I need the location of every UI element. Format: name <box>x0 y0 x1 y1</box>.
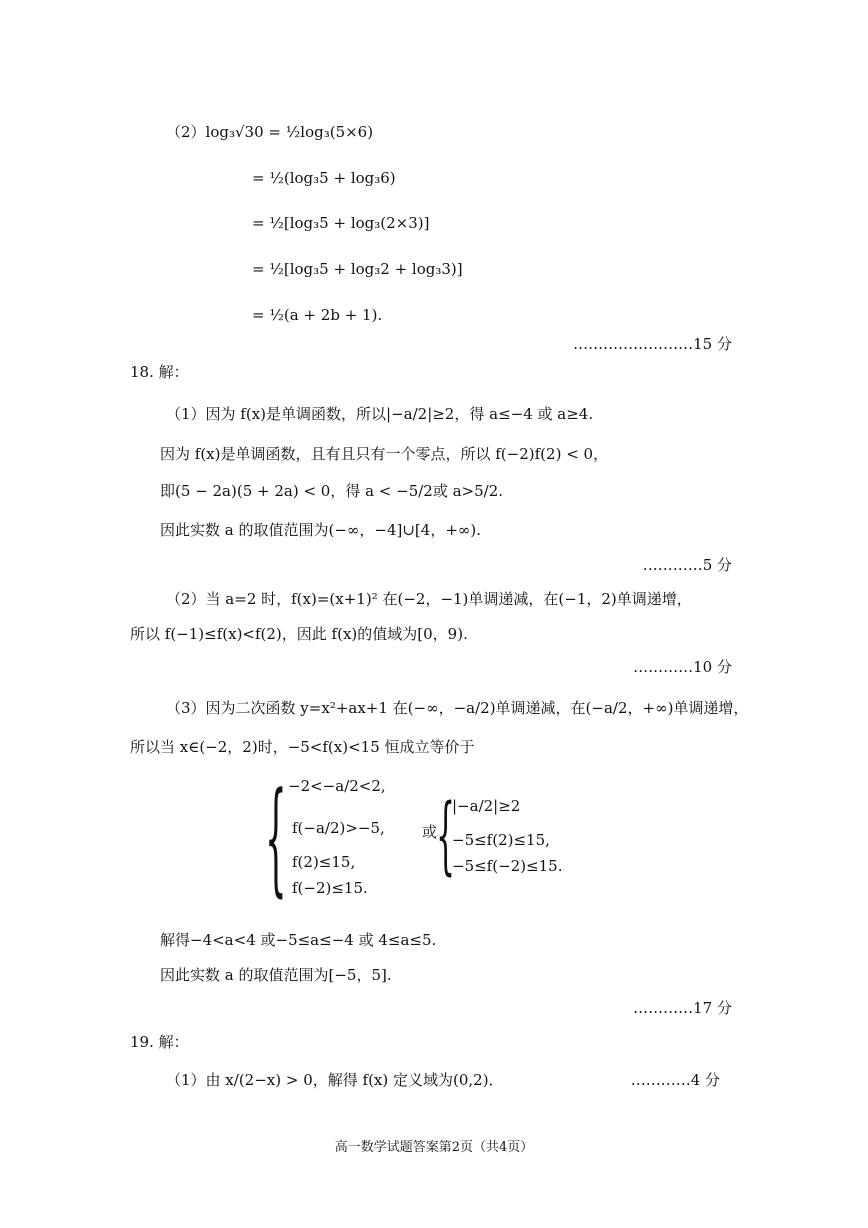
solution-line: 因为 f(x)是单调函数，且有且只有一个零点，所以 f(−2)f(2) < 0， <box>160 445 609 463</box>
system-line: |−a/2|≥2 <box>452 797 521 815</box>
solution-line: 因此实数 a 的取值范围为(−∞，−4]∪[4，+∞). <box>160 521 482 539</box>
solution-line: 解得−4<a<4 或−5≤a≤−4 或 4≤a≤5. <box>160 931 437 949</box>
solution-line: = ½(log₃5 + log₃6) <box>252 169 396 187</box>
solution-line: （3）因为二次函数 y=x²+ax+1 在(−∞，−a/2)单调递减，在(−a/2，+∞)单调递增， <box>166 699 749 717</box>
left-brace: { <box>436 788 456 886</box>
system-line: f(2)≤15, <box>292 853 356 871</box>
system-line: −5≤f(2)≤15, <box>452 831 550 849</box>
score-marker: ……………………15 分 <box>573 335 732 353</box>
solution-line: = ½[log₃5 + log₃2 + log₃3)] <box>252 260 463 278</box>
solution-line: 即(5 − 2a)(5 + 2a) < 0，得 a < −5/2或 a>5/2. <box>160 482 504 500</box>
solution-line: = ½(a + 2b + 1). <box>252 306 383 324</box>
score-marker: …………5 分 <box>642 556 732 574</box>
solution-line: 因此实数 a 的取值范围为[−5，5]. <box>160 966 392 984</box>
solution-line: （1）因为 f(x)是单调函数，所以|−a/2|≥2，得 a≤−4 或 a≥4. <box>166 405 594 423</box>
system-line: f(−a/2)>−5, <box>292 819 385 837</box>
system-line: −2<−a/2<2, <box>288 777 386 795</box>
solution-line: （2）log₃√30 = ½log₃(5×6) <box>166 123 374 141</box>
system-line: −5≤f(−2)≤15. <box>452 857 563 875</box>
score-marker: …………4 分 <box>630 1071 720 1089</box>
question-heading: 18. 解： <box>130 363 189 381</box>
solution-line: （1）由 x/(2−x) > 0，解得 f(x) 定义域为(0,2)． <box>166 1071 504 1089</box>
score-marker: …………17 分 <box>633 999 732 1017</box>
or-text: 或 <box>422 823 438 841</box>
score-marker: …………10 分 <box>633 658 732 676</box>
solution-line: （2）当 a=2 时，f(x)=(x+1)² 在(−2，−1)单调递减，在(−1，2)单调递增， <box>166 590 692 608</box>
solution-line: = ½[log₃5 + log₃(2×3)] <box>252 214 430 232</box>
question-heading: 19. 解： <box>130 1033 189 1051</box>
solution-line: 所以 f(−1)≤f(x)<f(2)，因此 f(x)的值域为[0，9). <box>130 625 468 643</box>
solution-line: 所以当 x∈(−2，2)时，−5<f(x)<15 恒成立等价于 <box>130 738 475 756</box>
system-line: f(−2)≤15. <box>292 879 368 897</box>
left-brace: { <box>265 768 287 912</box>
page-footer: 高一数学试题答案第2页（共4页） <box>334 1140 534 1155</box>
